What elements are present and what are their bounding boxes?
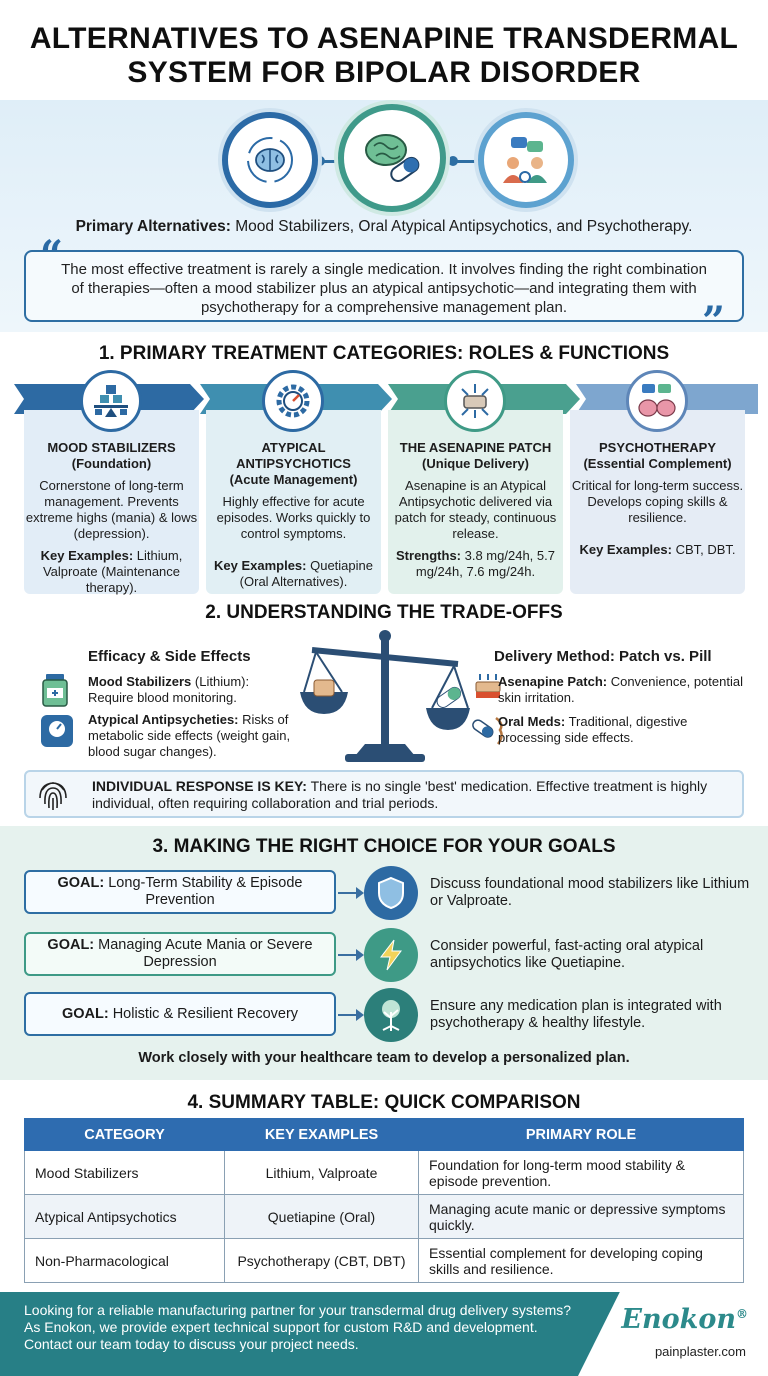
table-cell: Foundation for long-term mood stability & episode prevention.	[419, 1151, 744, 1195]
category-description: Highly effective for acute episodes. Works quickly to control symptoms.	[216, 494, 371, 541]
hero-panel	[0, 100, 768, 345]
section-4-heading: 4. SUMMARY TABLE: QUICK COMPARISON	[187, 1092, 581, 1113]
section-1-heading: 1. PRIMARY TREATMENT CATEGORIES: ROLES & FUNCTIONS	[98, 343, 670, 364]
table-cell: Non-Pharmacological	[25, 1239, 225, 1283]
shield-icon	[364, 866, 418, 920]
category-subtitle: (Foundation)	[71, 456, 152, 471]
therapy-group-icon	[478, 112, 574, 208]
efficacy-subheading: Efficacy & Side Effects	[88, 648, 251, 665]
section-3-heading: 3. MAKING THE RIGHT CHOICE FOR YOUR GOALS	[152, 836, 616, 857]
key-quote-box	[24, 250, 744, 322]
brand-name: Enokon	[621, 1304, 736, 1335]
category-title: ATYPICAL ANTIPSYCHOTICS	[236, 440, 351, 471]
individual-response-box	[24, 770, 744, 818]
summary-table	[24, 1118, 744, 1283]
individual-response-text: There is no single 'best' medication. Effective treatment is highly individual, often requiring collaboration and trial periods.	[92, 778, 708, 811]
balance-scale-icon	[300, 626, 470, 771]
table-header: PRIMARY ROLE	[419, 1119, 744, 1151]
tree-icon	[364, 988, 418, 1042]
primary-alternatives-label: Primary Alternatives:	[75, 218, 231, 235]
tradeoff-label: Atypical Antipsycheties:	[88, 712, 239, 727]
goal-advice: Discuss foundational mood stabilizers like Lithium or Valproate.	[430, 876, 750, 909]
oral-tradeoff	[498, 714, 748, 746]
category-title: THE ASENAPINE PATCH	[399, 440, 552, 455]
footer-banner	[0, 1292, 768, 1376]
balance-blocks-icon	[80, 370, 142, 432]
category-key-label: Key Examples:	[40, 548, 134, 563]
category-description: Critical for long-term success. Develops coping skills & resilience.	[571, 478, 744, 525]
category-text-atypical-antipsychotics	[206, 440, 381, 590]
category-text-asenapine-patch	[388, 440, 563, 580]
category-description: Cornerstone of long-term management. Prevents extreme highs (mania) & lows (depression).	[25, 478, 198, 541]
category-title: PSYCHOTHERAPY	[598, 440, 717, 455]
goal-arrow	[338, 892, 362, 894]
mood-stabilizer-tradeoff	[88, 674, 298, 706]
category-text-mood-stabilizers	[24, 440, 199, 596]
patch-release-icon	[444, 370, 506, 432]
healthcare-team-note: Work closely with your healthcare team to develop a personalized plan.	[138, 1050, 630, 1066]
individual-response-label: INDIVIDUAL RESPONSE IS KEY:	[92, 778, 307, 794]
website-link[interactable]: painplaster.com	[654, 1344, 746, 1359]
section-2-heading: 2. UNDERSTANDING THE TRADE-OFFS	[205, 602, 563, 623]
goal-label: GOAL:	[47, 937, 95, 953]
hero-icon-row	[0, 110, 768, 210]
table-cell: Managing acute manic or depressive symptoms quickly.	[419, 1195, 744, 1239]
goal-long-term-stability	[24, 870, 336, 914]
category-key-label: Key Examples:	[579, 542, 672, 557]
title-line-1: ALTERNATIVES TO ASENAPINE TRANSDERMAL	[29, 22, 739, 55]
category-key-label: Strengths:	[396, 548, 462, 563]
table-row	[25, 1195, 744, 1239]
brain-pill-icon	[338, 104, 446, 212]
brand-logo[interactable]	[621, 1304, 748, 1335]
pill-bottle-icon	[38, 672, 72, 713]
gear-gauge-icon	[262, 370, 324, 432]
goal-label: GOAL:	[61, 1005, 109, 1022]
goal-acute-mania	[24, 932, 336, 976]
tradeoff-label: Asenapine Patch:	[498, 674, 608, 689]
tradeoff-text: Convenience, potential skin irritation.	[498, 674, 743, 705]
title-line-2: SYSTEM FOR BIPOLAR DISORDER	[127, 56, 641, 89]
primary-alternatives	[0, 218, 768, 236]
patch-tradeoff	[498, 674, 748, 706]
scale-weight-icon	[38, 712, 76, 755]
primary-alternatives-text: Mood Stabilizers, Oral Atypical Antipsychotics, and Psychotherapy.	[230, 218, 693, 235]
table-cell: Mood Stabilizers	[25, 1151, 225, 1195]
delivery-subheading: Delivery Method: Patch vs. Pill	[494, 648, 712, 665]
goal-holistic-recovery	[24, 992, 336, 1036]
category-title: MOOD STABILIZERS	[47, 440, 176, 455]
goal-text: Managing Acute Mania or Severe Depression	[94, 937, 313, 970]
table-header: KEY EXAMPLES	[225, 1119, 419, 1151]
table-cell: Essential complement for developing coping skills and resilience.	[419, 1239, 744, 1283]
category-description: Asenapine is an Atypical Antipsychotic delivered via patch for steady, continuous release.	[394, 478, 557, 541]
table-row	[25, 1151, 744, 1195]
category-key-text: Quetiapine (Oral Alternatives).	[239, 558, 373, 589]
page-title	[0, 22, 768, 90]
goal-arrow	[338, 1014, 362, 1016]
table-header: CATEGORY	[25, 1119, 225, 1151]
fingerprint-icon	[36, 776, 70, 817]
goal-arrow	[338, 954, 362, 956]
goal-text: Holistic & Resilient Recovery	[108, 1005, 299, 1022]
table-cell: Quetiapine (Oral)	[225, 1195, 419, 1239]
open-quote-icon: “	[40, 232, 64, 279]
table-row	[25, 1239, 744, 1283]
goal-label: GOAL:	[57, 875, 105, 891]
tradeoff-text: (Lithium): Require blood monitoring.	[88, 674, 250, 705]
tradeoff-text: Traditional, digestive processing side effects.	[498, 714, 688, 745]
table-cell: Atypical Antipsychotics	[25, 1195, 225, 1239]
key-quote-text: The most effective treatment is rarely a single medication. It involves finding the right combination of therapies—often a mood stabilizer plus an atypical antipsychotic—and integrating them with psychotherapy for a comprehensive management plan.	[61, 261, 707, 316]
lightning-icon	[364, 928, 418, 982]
antipsychotic-tradeoff	[88, 712, 298, 760]
goal-text: Long-Term Stability & Episode Prevention	[104, 875, 303, 908]
talking-brains-icon	[626, 370, 688, 432]
close-quote-icon: ”	[702, 298, 726, 345]
goal-advice: Consider powerful, fast-acting oral atypical antipsychotics like Quetiapine.	[430, 938, 704, 971]
category-subtitle: (Essential Complement)	[583, 456, 732, 471]
brain-cycle-icon	[222, 112, 318, 208]
category-text-psychotherapy	[570, 440, 745, 558]
tradeoff-label: Oral Meds:	[498, 714, 566, 729]
category-key-text: Lithium, Valproate (Maintenance therapy).	[42, 548, 183, 595]
tradeoff-text: Risks of metabolic side effects (weight gain, blood sugar changes).	[88, 712, 291, 759]
goal-advice: Ensure any medication plan is integrated with psychotherapy & healthy lifestyle.	[430, 998, 722, 1031]
table-cell: Psychotherapy (CBT, DBT)	[225, 1239, 419, 1283]
category-key-text: CBT, DBT.	[671, 542, 736, 557]
category-key-label: Key Examples:	[214, 558, 307, 573]
category-subtitle: (Unique Delivery)	[422, 456, 529, 471]
table-cell: Lithium, Valproate	[225, 1151, 419, 1195]
registered-mark: ®	[736, 1307, 748, 1321]
category-subtitle: (Acute Management)	[229, 472, 358, 487]
category-key-text: 3.8 mg/24h, 5.7 mg/24h, 7.6 mg/24h.	[415, 548, 555, 579]
tradeoff-label: Mood Stabilizers	[88, 674, 192, 689]
footer-cta-text: Looking for a reliable manufacturing partner for your transdermal drug delivery systems? As Enokon, we provide expert technical support for custom R&D and development. Contact our team today to discuss your project needs.	[24, 1302, 572, 1352]
